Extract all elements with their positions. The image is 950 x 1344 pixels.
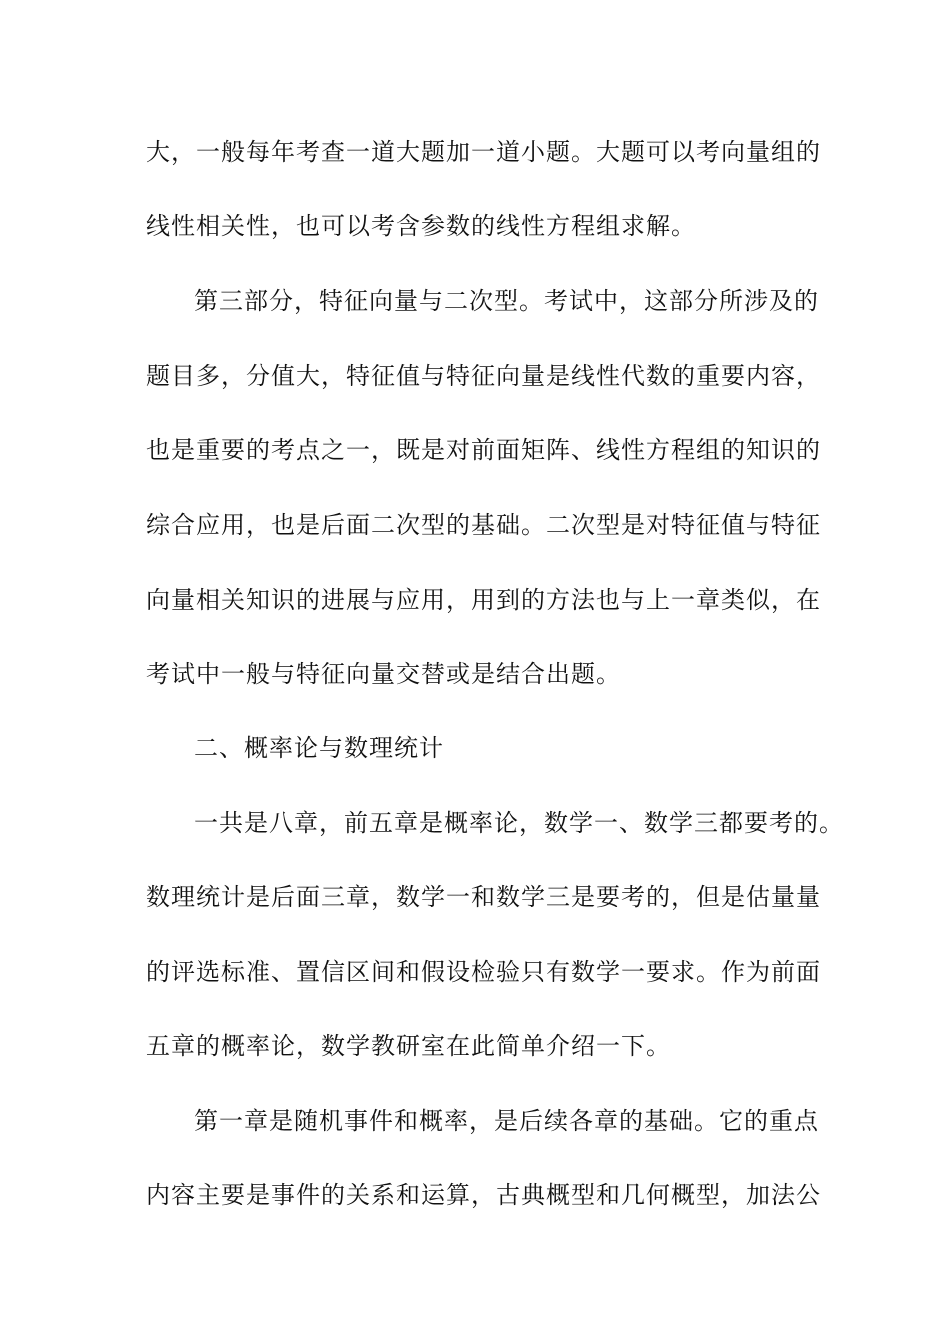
text-line: 向量相关知识的进展与应用，用到的方法也与上一章类似，在: [146, 586, 821, 614]
text-line: 五章的概率论，数学教研室在此简单介绍一下。: [146, 1032, 671, 1060]
paragraph-start-line: 第三部分，特征向量与二次型。考试中，这部分所涉及的: [194, 287, 819, 315]
text-line: 大，一般每年考查一道大题加一道小题。大题可以考向量组的: [146, 138, 821, 166]
text-line: 内容主要是事件的关系和运算，古典概型和几何概型，加法公: [146, 1181, 821, 1209]
text-line: 题目多，分值大，特征值与特征向量是线性代数的重要内容，: [146, 362, 821, 390]
text-line: 数理统计是后面三章，数学一和数学三是要考的，但是估量量: [146, 883, 821, 911]
text-line: 线性相关性，也可以考含参数的线性方程组求解。: [146, 212, 696, 240]
paragraph-start-line: 一共是八章，前五章是概率论，数学一、数学三都要考的。: [194, 809, 844, 837]
text-line: 的评选标准、置信区间和假设检验只有数学一要求。作为前面: [146, 958, 821, 986]
text-line: 综合应用，也是后面二次型的基础。二次型是对特征值与特征: [146, 511, 821, 539]
text-line: 也是重要的考点之一，既是对前面矩阵、线性方程组的知识的: [146, 436, 821, 464]
section-heading: 二、概率论与数理统计: [194, 734, 444, 762]
paragraph-start-line: 第一章是随机事件和概率，是后续各章的基础。它的重点: [194, 1107, 819, 1135]
text-line: 考试中一般与特征向量交替或是结合出题。: [146, 660, 621, 688]
